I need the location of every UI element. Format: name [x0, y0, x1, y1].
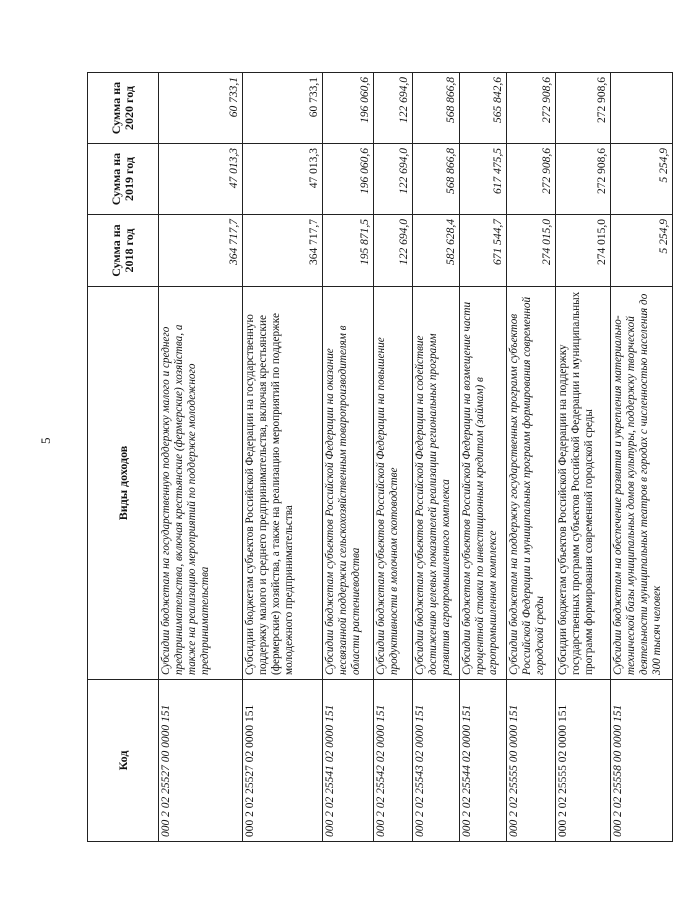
- table-row: [323, 73, 374, 842]
- row-sum-2020: [611, 73, 673, 144]
- row-sum-2019: 5 254,9: [611, 144, 673, 215]
- table-row: [556, 73, 611, 842]
- row-description: Субсидии бюджетам субъектов Российской Федерации на возмещение части процентной ставки по инвестиционным кредитам (займам) в агропромышленном комплексе: [460, 287, 507, 680]
- budget-table-wrapper: [87, 73, 670, 842]
- row-code: 000 2 02 25541 02 0000 151: [323, 680, 374, 842]
- row-sum-2020: 60 733,1: [159, 73, 243, 144]
- budget-table: [87, 72, 673, 842]
- row-description: Субсидии бюджетам субъектов Российской Федерации на государственную поддержку малого и среднего предпринимательства, включая крестьянские (фермерские) хозяйства, а также на реализацию мероприятий по поддержке молодежного предпринимательства: [243, 287, 323, 680]
- row-code: 000 2 02 25527 02 0000 151: [243, 680, 323, 842]
- row-sum-2019: 47 013,3: [243, 144, 323, 215]
- row-sum-2019: 272 908,6: [556, 144, 611, 215]
- row-sum-2018: 671 544,7: [460, 215, 507, 287]
- row-sum-2020: 272 908,6: [556, 73, 611, 144]
- page-number: 5: [38, 437, 53, 444]
- row-code: 000 2 02 25558 00 0000 151: [611, 680, 673, 842]
- row-description: Субсидии бюджетам субъектов Российской Федерации на поддержку государственных программ субъектов Российской Федерации и муниципальных программ формирования современной городской среды: [556, 287, 611, 680]
- row-sum-2018: 274 015,0: [507, 215, 556, 287]
- table-row: [159, 73, 243, 842]
- row-sum-2020: 272 908,6: [507, 73, 556, 144]
- row-code: 000 2 02 25543 02 0000 151: [413, 680, 460, 842]
- row-description: Субсидии бюджетам на государственную поддержку малого и среднего предпринимательства, включая крестьянские (фермерские) хозяйства, а также на реализацию мероприятий по поддержке молодежного предпринимательства: [159, 287, 243, 680]
- row-sum-2018: 364 717,7: [243, 215, 323, 287]
- table-row: [374, 73, 413, 842]
- header-sum-2019: Сумма на 2019 год: [88, 144, 159, 215]
- row-sum-2019: 196 060,6: [323, 144, 374, 215]
- row-sum-2018: 195 871,5: [323, 215, 374, 287]
- row-description: Субсидии бюджетам субъектов Российской Федерации на содействие достижению целевых показателей реализации региональных программ развития агропромышленного комплекса: [413, 287, 460, 680]
- row-code: 000 2 02 25555 02 0000 151: [556, 680, 611, 842]
- row-sum-2020: 60 733,1: [243, 73, 323, 144]
- row-description: Субсидии бюджетам на поддержку государственных программ субъектов Российской Федерации и муниципальных программ формирования современной городской среды: [507, 287, 556, 680]
- table-row: [507, 73, 556, 842]
- row-sum-2018: 582 628,4: [413, 215, 460, 287]
- row-code: 000 2 02 25555 00 0000 151: [507, 680, 556, 842]
- table-row: [413, 73, 460, 842]
- row-sum-2020: 565 842,6: [460, 73, 507, 144]
- header-sum-2018: Сумма на 2018 год: [88, 215, 159, 287]
- row-code: 000 2 02 25542 02 0000 151: [374, 680, 413, 842]
- row-sum-2020: 122 694,0: [374, 73, 413, 144]
- row-code: 000 2 02 25544 02 0000 151: [460, 680, 507, 842]
- row-sum-2020: 196 060,6: [323, 73, 374, 144]
- row-sum-2018: 274 015,0: [556, 215, 611, 287]
- row-sum-2019: 272 908,6: [507, 144, 556, 215]
- table-header-row: [88, 73, 159, 842]
- row-sum-2018: 5 254,9: [611, 215, 673, 287]
- row-description: Субсидии бюджетам субъектов Российской Федерации на повышение продуктивности в молочном скотоводстве: [374, 287, 413, 680]
- header-kind: Виды доходов: [88, 287, 159, 680]
- row-code: 000 2 02 25527 00 0000 151: [159, 680, 243, 842]
- table-row: [611, 73, 673, 842]
- row-sum-2020: 568 866,8: [413, 73, 460, 144]
- row-sum-2019: 617 475,5: [460, 144, 507, 215]
- row-sum-2018: 122 694,0: [374, 215, 413, 287]
- header-code: Код: [88, 680, 159, 842]
- row-sum-2019: 47 013,3: [159, 144, 243, 215]
- row-sum-2018: 364 717,7: [159, 215, 243, 287]
- row-description: Субсидии бюджетам на обеспечение развития и укрепления материально-технической базы муниципальных домов культуры, поддержку творческой деятельности муниципальных театров в городах с численностью населения до 300 тысяч человек: [611, 287, 673, 680]
- table-row: [243, 73, 323, 842]
- table-row: [460, 73, 507, 842]
- row-sum-2019: 122 694,0: [374, 144, 413, 215]
- row-sum-2019: 568 866,8: [413, 144, 460, 215]
- header-sum-2020: Сумма на 2020 год: [88, 73, 159, 144]
- row-description: Субсидии бюджетам субъектов Российской Федерации на оказание несвязанной поддержки сельскохозяйственным товаропроизводителям в области растениеводства: [323, 287, 374, 680]
